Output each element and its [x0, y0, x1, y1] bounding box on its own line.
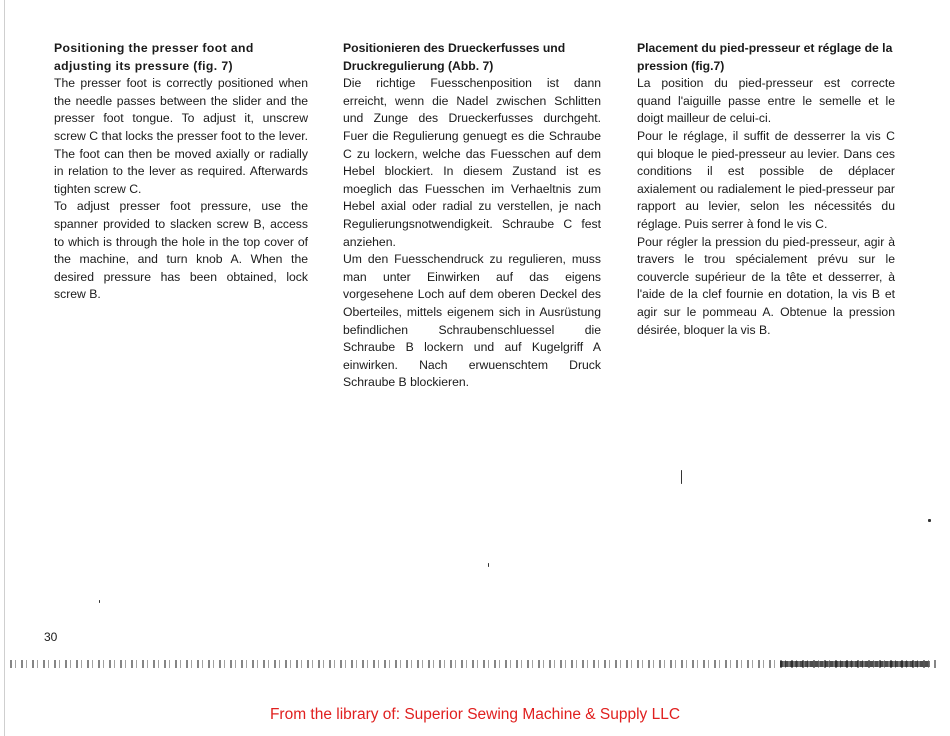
german-column — [343, 40, 601, 392]
german-heading: Positionieren des Drueckerfusses und Druckregulierung (Abb. 7) — [343, 41, 566, 73]
french-paragraph-3: Pour régler la pression du pied-presseur, agir à travers le trou spécialement prévu sur le couvercle supérieur de la tête et desserrer, à l'aide de la clef fournie en dotation, la vis B et agir sur le pommeau A. Obtenue la pression désirée, bloquer la vis B. — [637, 234, 895, 337]
french-heading: Placement du pied-presseur et réglage de la pression (fig.7) — [637, 41, 893, 73]
scan-speck — [99, 600, 100, 603]
english-paragraph-2: To adjust presser foot pressure, use the spanner provided to slacken screw B, access to which is through the hole in the top cover of the machine, and turn knob A. When the desired pressure has been obtained, lock screw B. — [54, 199, 308, 302]
scan-edge-line — [4, 0, 5, 736]
scan-border-band-dark — [780, 661, 930, 667]
french-column — [637, 40, 895, 339]
scan-speck — [928, 519, 931, 522]
scan-speck — [681, 470, 682, 484]
scan-speck — [488, 563, 489, 567]
page-number: 30 — [44, 630, 58, 644]
english-heading: Positioning the presser foot and adjusting its pressure (fig. 7) — [54, 41, 254, 73]
french-paragraph-2: Pour le réglage, il suffit de desserrer la vis C qui bloque le pied-presseur au levier. Dans ces conditions il est possible de déplacer axialement ou radialement le pied-presseur par rapport au levier, selon les nécessités du réglage. Puis serrer à fond le vis C. — [637, 128, 895, 231]
french-paragraph-1: La position du pied-presseur est correcte quand l'aiguille passe entre le semelle et le doigt mailleur de celui-ci. — [637, 76, 895, 126]
german-paragraph-2: Um den Fuesschendruck zu regulieren, muss man unter Einwirken auf das eigens vorgesehene Loch auf dem oberen Deckel des Oberteiles, mittels eigenem sich in Ausrüstung befindlichen Schraubenschluessel die Schraube B lockern und auf Kugelgriff A einwirken. Nach erwuenschtem Druck Schraube B blockieren. — [343, 252, 601, 390]
english-paragraph-1: The presser foot is correctly positioned when the needle passes between the slider and the presser foot tongue. To adjust it, unscrew screw C that locks the presser foot to the lever. The foot can then be moved axially or radially in relation to the lever as required. Afterwards tighten screw C. — [54, 76, 308, 196]
english-column — [54, 40, 308, 304]
library-credit: From the library of: Superior Sewing Machine & Supply LLC — [269, 706, 681, 723]
german-paragraph-1: Die richtige Fuesschenposition ist dann erreicht, wenn die Nadel zwischen Schlitten und Zunge des Drueckerfusses durchgeht. Fuer die Regulierung genuegt es die Schraube C zu lockern, welche das Fuesschen auf dem Hebel blockiert. In diesem Zustand ist es moeglich das Fuesschen im Verhaeltnis zum Hebel axial oder radial zu verstellen, je nach Regulierungsnotwendigkeit. Schraube C fest anziehen. — [343, 76, 601, 249]
